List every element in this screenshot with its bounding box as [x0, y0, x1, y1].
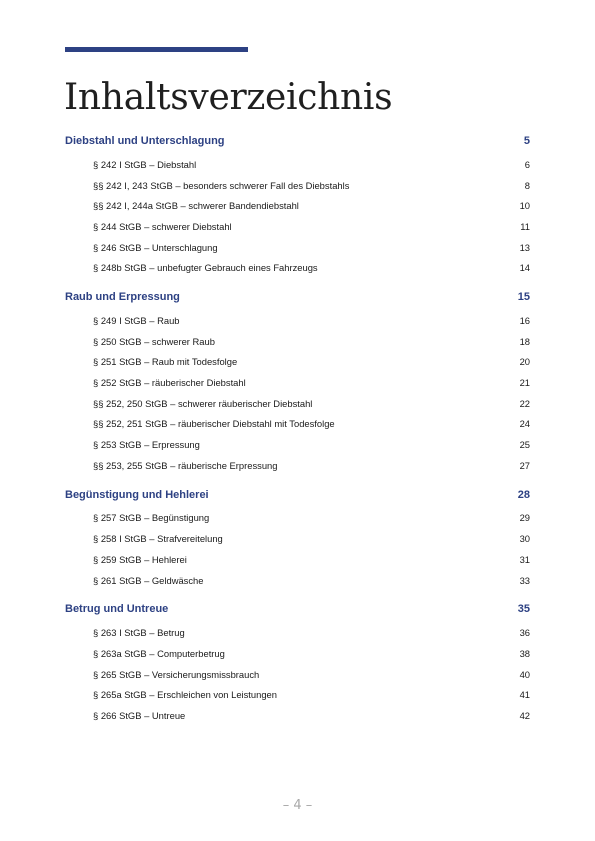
entry-page: 8	[524, 179, 530, 191]
toc-entry[interactable]	[65, 414, 530, 435]
entry-page: 27	[519, 459, 530, 471]
entry-page: 36	[519, 627, 530, 639]
entry-page: 13	[519, 241, 530, 253]
entry-label: § 258 I StGB – Strafvereitelung	[93, 533, 223, 545]
entry-label: § 257 StGB – Begünstigung	[93, 512, 210, 524]
toc-entry[interactable]	[65, 331, 530, 352]
toc-entry[interactable]	[65, 310, 530, 331]
entry-label: § 251 StGB – Raub mit Todesfolge	[93, 356, 238, 368]
chapter-title: Betrug und Untreue	[65, 603, 169, 616]
toc-entry[interactable]	[65, 237, 530, 258]
entry-label: §§ 252, 250 StGB – schwerer räuberischer Diebstahl	[93, 397, 313, 409]
entry-page: 41	[519, 689, 530, 701]
entry-label: § 266 StGB – Untreue	[93, 709, 186, 721]
toc-entry[interactable]	[65, 508, 530, 529]
entry-label: § 250 StGB – schwerer Raub	[93, 335, 215, 347]
entry-page: 24	[519, 418, 530, 430]
entry-label: § 246 StGB – Unterschlagung	[93, 241, 218, 253]
entry-label: § 253 StGB – Erpressung	[93, 439, 200, 451]
entry-label: § 261 StGB – Geldwäsche	[93, 574, 204, 586]
toc-entry[interactable]	[65, 570, 530, 591]
entry-page: 31	[519, 553, 530, 565]
toc-chapter[interactable]	[65, 596, 530, 622]
toc-chapter[interactable]	[65, 482, 530, 508]
entry-page: 11	[520, 220, 530, 232]
toc-entry[interactable]	[65, 434, 530, 455]
toc-entry[interactable]	[65, 643, 530, 664]
entry-page: 20	[519, 356, 530, 368]
toc-chapter[interactable]	[65, 284, 530, 310]
entry-page: 33	[519, 574, 530, 586]
chapter-page: 28	[517, 488, 530, 501]
toc-entry[interactable]	[65, 664, 530, 685]
page-title: Inhaltsverzeichnis	[64, 77, 393, 118]
entry-page: 6	[524, 158, 530, 170]
chapter-title: Diebstahl und Unterschlagung	[65, 135, 225, 147]
entry-page: 42	[519, 709, 530, 721]
accent-bar	[65, 47, 248, 52]
table-of-contents	[65, 128, 530, 726]
entry-page: 18	[519, 335, 530, 347]
toc-entry[interactable]	[65, 175, 530, 196]
entry-label: § 244 StGB – schwerer Diebstahl	[93, 220, 232, 232]
entry-label: §§ 242 I, 243 StGB – besonders schwerer Fall des Diebstahls	[93, 179, 350, 191]
toc-entry[interactable]	[65, 216, 530, 237]
toc-entry[interactable]	[65, 195, 530, 216]
entry-label: § 265a StGB – Erschleichen von Leistungen	[93, 689, 277, 701]
chapter-title: Raub und Erpressung	[65, 291, 180, 304]
toc-entry[interactable]	[65, 154, 530, 175]
entry-page: 21	[519, 377, 530, 389]
entry-label: § 263a StGB – Computerbetrug	[93, 647, 225, 659]
entry-page: 16	[519, 314, 530, 326]
toc-entry[interactable]	[65, 528, 530, 549]
toc-entry[interactable]	[65, 684, 530, 705]
entry-label: § 259 StGB – Hehlerei	[93, 553, 187, 565]
page-number: – 4 –	[282, 798, 313, 813]
entry-page: 29	[519, 512, 530, 524]
toc-entry[interactable]	[65, 622, 530, 643]
chapter-page: 15	[517, 291, 530, 304]
chapter-title: Begünstigung und Hehlerei	[65, 488, 209, 501]
entry-label: § 265 StGB – Versicherungsmissbrauch	[93, 668, 260, 680]
toc-entry[interactable]	[65, 455, 530, 476]
toc-entry[interactable]	[65, 549, 530, 570]
toc-chapter[interactable]	[65, 128, 530, 154]
entry-page: 25	[519, 439, 530, 451]
entry-page: 30	[519, 533, 530, 545]
entry-label: §§ 252, 251 StGB – räuberischer Diebstahl mit Todesfolge	[93, 418, 335, 430]
toc-entry[interactable]	[65, 372, 530, 393]
entry-label: § 252 StGB – räuberischer Diebstahl	[93, 377, 246, 389]
entry-label: § 263 I StGB – Betrug	[93, 627, 185, 639]
toc-entry[interactable]	[65, 393, 530, 414]
entry-label: § 249 I StGB – Raub	[93, 314, 180, 326]
entry-page: 40	[519, 668, 530, 680]
chapter-page: 35	[517, 603, 530, 616]
toc-entry[interactable]	[65, 352, 530, 373]
entry-page: 10	[519, 200, 530, 212]
entry-label: § 248b StGB – unbefugter Gebrauch eines Fahrzeugs	[93, 262, 318, 274]
toc-entry[interactable]	[65, 705, 530, 726]
chapter-page: 5	[523, 135, 530, 147]
entry-page: 14	[519, 262, 530, 274]
entry-label: § 242 I StGB – Diebstahl	[93, 158, 197, 170]
entry-label: §§ 242 I, 244a StGB – schwerer Bandendiebstahl	[93, 200, 299, 212]
toc-entry[interactable]	[65, 257, 530, 278]
entry-label: §§ 253, 255 StGB – räuberische Erpressung	[93, 459, 278, 471]
entry-page: 38	[519, 647, 530, 659]
entry-page: 22	[519, 397, 530, 409]
